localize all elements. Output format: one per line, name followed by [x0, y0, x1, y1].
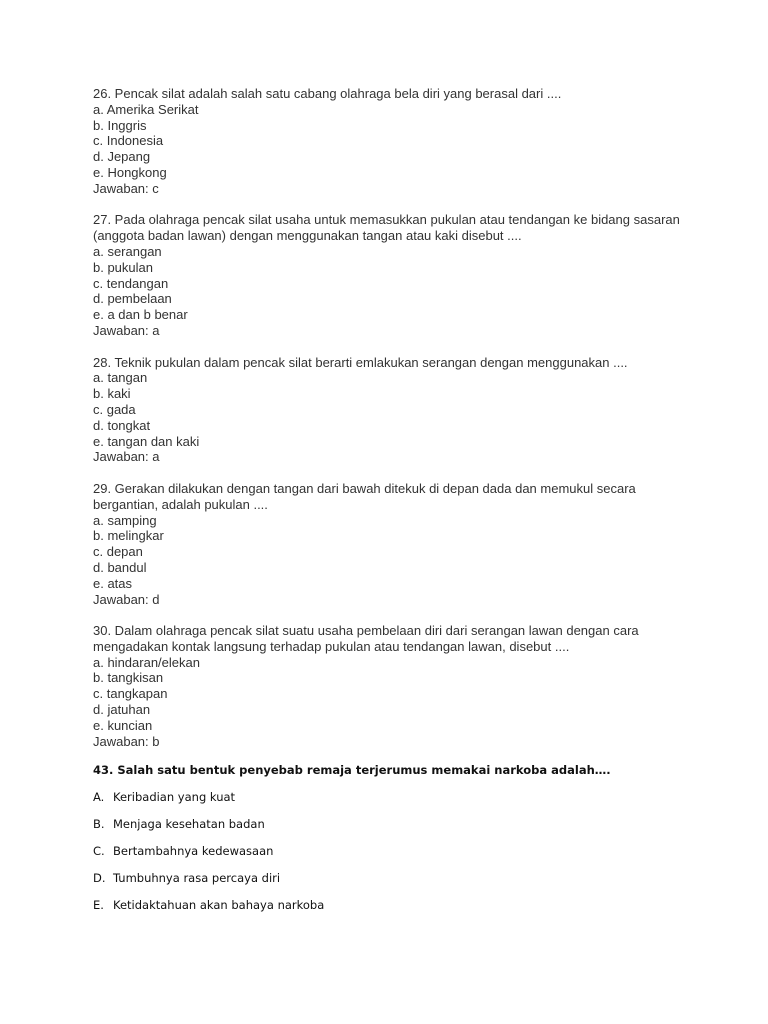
option-e	[93, 897, 693, 913]
option-a	[93, 789, 693, 805]
question-stem: 26. Pencak silat adalah salah satu cabang olahraga bela diri yang berasal dari ....	[93, 86, 562, 101]
question-27	[93, 212, 693, 338]
option-c: c. depan	[93, 544, 143, 560]
option-letter: E.	[93, 898, 104, 912]
answer: Jawaban: c	[93, 180, 159, 196]
option-d: d. pembelaan	[93, 291, 172, 307]
question-stem: 29. Gerakan dilakukan dengan tangan dari bawah ditekuk di depan dada dan memukul secara bergantian, adalah pukulan ....	[93, 480, 636, 512]
question-stem: 30. Dalam olahraga pencak silat suatu usaha pembelaan diri dari serangan lawan dengan cara mengadakan kontak langsung terhadap pukulan atau tendangan lawan, disebut ....	[93, 623, 639, 654]
question-30	[93, 623, 693, 749]
question-list	[93, 86, 693, 765]
question-stem: 43. Salah satu bentuk penyebab remaja terjerumus memakai narkoba adalah….	[93, 763, 611, 777]
option-a: a. tangan	[93, 370, 148, 386]
answer: Jawaban: a	[93, 449, 160, 465]
option-b	[93, 816, 693, 832]
option-e: e. a dan b benar	[93, 307, 188, 323]
option-b: b. melingkar	[93, 528, 164, 544]
option-b: b. tangkisan	[93, 670, 164, 686]
question-29	[93, 481, 693, 607]
option-b: b. kaki	[93, 386, 131, 402]
option-letter: A.	[93, 790, 105, 804]
option-a: a. samping	[93, 512, 157, 528]
option-d: d. jatuhan	[93, 702, 151, 718]
option-letter: B.	[93, 817, 105, 831]
question-43	[93, 762, 693, 924]
option-c: c. Indonesia	[93, 133, 164, 149]
option-e: e. atas	[93, 575, 133, 591]
option-c: c. tendangan	[93, 275, 169, 291]
question-28	[93, 355, 693, 466]
option-e: e. tangan dan kaki	[93, 433, 200, 449]
option-d	[93, 870, 693, 886]
question-stem: 27. Pada olahraga pencak silat usaha untuk memasukkan pukulan atau tendangan ke bidang sasaran (anggota badan lawan) dengan menggunakan tangan atau kaki disebut ....	[93, 212, 680, 244]
option-d: d. tongkat	[93, 417, 151, 433]
option-d: d. Jepang	[93, 149, 151, 165]
option-text: Ketidaktahuan akan bahaya narkoba	[113, 898, 325, 912]
option-e: e. Hongkong	[93, 164, 167, 180]
option-b: b. pukulan	[93, 259, 153, 275]
answer: Jawaban: d	[93, 591, 160, 607]
option-d: d. bandul	[93, 559, 147, 575]
option-c	[93, 843, 693, 859]
answer: Jawaban: b	[93, 733, 160, 749]
option-a: a. hindaran/elekan	[93, 654, 200, 670]
option-a: a. Amerika Serikat	[93, 101, 199, 117]
option-text: Keribadian yang kuat	[113, 790, 236, 804]
question-26	[93, 86, 693, 197]
question-stem: 28. Teknik pukulan dalam pencak silat berarti emlakukan serangan dengan menggunakan ....	[93, 354, 628, 370]
option-a: a. serangan	[93, 243, 162, 259]
option-text: Tumbuhnya rasa percaya diri	[113, 871, 281, 885]
option-b: b. Inggris	[93, 117, 147, 133]
option-text: Menjaga kesehatan badan	[113, 817, 265, 831]
option-text: Bertambahnya kedewasaan	[113, 844, 274, 858]
option-letter: C.	[93, 844, 105, 858]
option-e: e. kuncian	[93, 717, 153, 733]
option-c: c. gada	[93, 401, 136, 417]
answer: Jawaban: a	[93, 322, 160, 338]
option-letter: D.	[93, 871, 106, 885]
option-c: c. tangkapan	[93, 686, 168, 702]
